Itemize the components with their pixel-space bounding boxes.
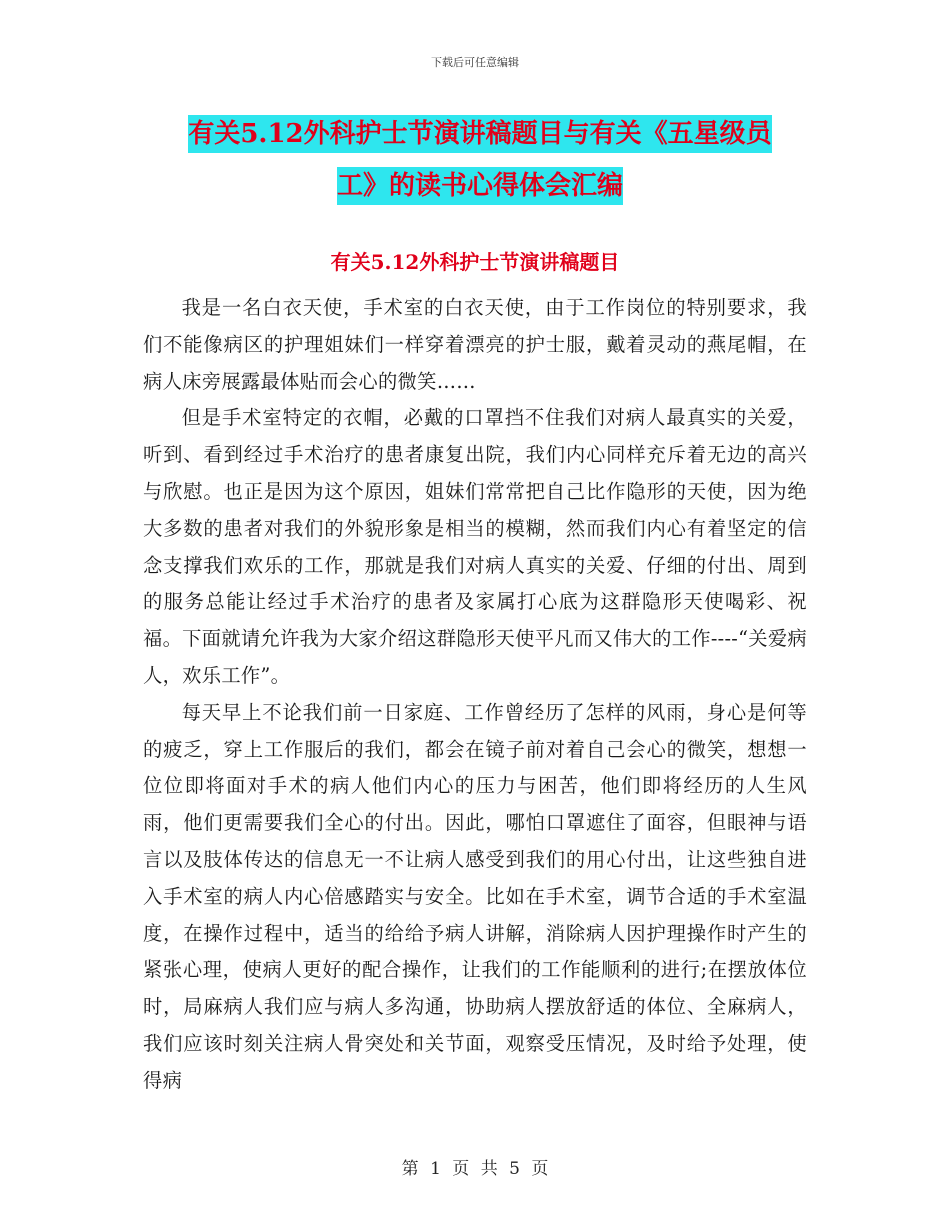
document-body xyxy=(143,290,807,1100)
section-title: 有关5.12外科护士节演讲稿题目 xyxy=(330,250,620,274)
paragraph: 但是手术室特定的衣帽，必戴的口罩挡不住我们对病人最真实的关爱，听到、看到经过手术治疗的患者康复出院，我们内心同样充斥着无边的高兴与欣慰。也正是因为这个原因，姐妹们常常把自己比作隐形的天使，因为绝大多数的患者对我们的外貌形象是相当的模糊，然而我们内心有着坚定的信念支撑我们欢乐的工作，那就是我们对病人真实的关爱、仔细的付出、周到的服务总能让经过手术治疗的患者及家属打心底为这群隐形天使喝彩、祝福。下面就请允许我为大家介绍这群隐形天使平凡而又伟大的工作----“关爱病人，欢乐工作”。 xyxy=(143,406,808,687)
header-note: 下载后可任意编辑 xyxy=(431,56,519,69)
document-title-line2: 工》的读书心得体会汇编 xyxy=(337,167,623,205)
document-title xyxy=(140,108,820,212)
document-title-line1: 有关5.12外科护士节演讲稿题目与有关《五星级员 xyxy=(188,115,771,153)
page-footer: 第 1 页 共 5 页 xyxy=(401,1159,549,1179)
paragraph: 每天早上不论我们前一日家庭、工作曾经历了怎样的风雨，身心是何等的疲乏，穿上工作服后的我们，都会在镜子前对着自己会心的微笑，想想一位位即将面对手术的病人他们内心的压力与困苦，他们即将经历的人生风雨，他们更需要我们全心的付出。因此，哪怕口罩遮住了面容，但眼神与语言以及肢体传达的信息无一不让病人感受到我们的用心付出，让这些独自进入手术室的病人内心倍感踏实与安全。比如在手术室，调节合适的手术室温度，在操作过程中，适当的给给予病人讲解，消除病人因护理操作时产生的紧张心理，使病人更好的配合操作，让我们的工作能顺利的进行;在摆放体位时，局麻病人我们应与病人多沟通，协助病人摆放舒适的体位、全麻病人，我们应该时刻关注病人骨突处和关节面，观察受压情况，及时给予处理，使得病 xyxy=(143,700,807,1092)
paragraph: 我是一名白衣天使，手术室的白衣天使，由于工作岗位的特别要求，我们不能像病区的护理姐妹们一样穿着漂亮的护士服，戴着灵动的燕尾帽，在病人床旁展露最体贴而会心的微笑…… xyxy=(143,296,807,393)
